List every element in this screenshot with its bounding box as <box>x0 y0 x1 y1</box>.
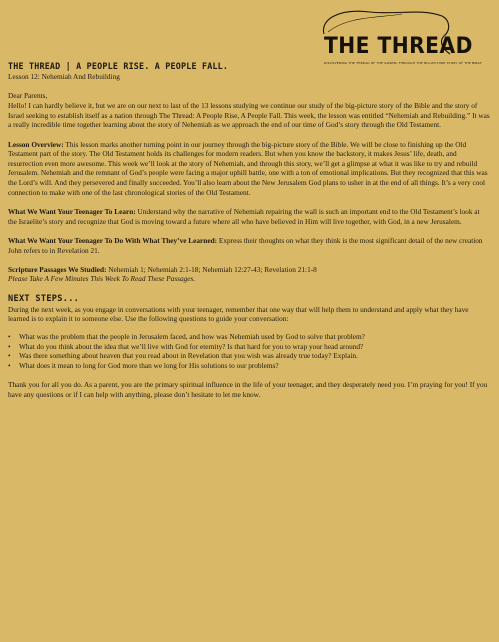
next-steps-heading: NEXT STEPS... <box>8 293 80 304</box>
do-paragraph <box>8 236 490 255</box>
lesson-title: Lesson 12: Nehemiah And Rebuilding <box>8 72 120 81</box>
question-list <box>8 332 490 370</box>
overview-text: This lesson marks another turning point in our journey through the big-picture story of the Bible. We will be close to finishing up the Old Testament part of the story. The Old Testament holds its challenges for modern readers. But when you know the backstory, it makes Jesus’ life, death, and resurrection even more awesome. This week we’ll look at the story of Nehemiah, and through this story, we’ll get a glimpse at what it was like to try and rebuild Jerusalem. Nehemiah and the remnant of God’s people were facing a major uphill battle, one with a ton of emotional implications. But they recognized that this was the Lord’s will. And they persevered and finally succeeded. You’ll also learn about the New Jerusalem God plans to usher in at the end of all things. It’s a very cool connection to make with one of the last chronological stories of the Old Testament. <box>8 139 488 197</box>
scripture-paragraph <box>8 265 490 275</box>
overview-paragraph <box>8 140 490 198</box>
logo-title: THE THREAD <box>324 34 473 59</box>
do-text: Express their thoughts on what they think is the most significant detail of the new creation John refers to in Revelation 21. <box>8 235 483 255</box>
list-item: • What was the problem that the people in Jerusalem faced, and how was Nehemiah used by God to solve that problem? <box>8 332 490 342</box>
next-steps-intro: During the next week, as you engage in conversations with your teenager, remember that one way that will help them to understand and apply what they have learned is to explain it to someone else. Use the following questions to guide your conversation: <box>8 304 469 324</box>
letter-body <box>8 61 490 399</box>
the-thread-logo <box>318 6 482 68</box>
scripture-text: Nehemiah 1; Nehemiah 2:1-18; Nehemiah 12:27-43; Revelation 21:1-8 <box>106 264 317 274</box>
learn-text: Understand why the narrative of Nehemiah repairing the wall is such an important end to the Old Testament’s look at the Israelite’s story and recognize that God is moving toward a future where all who have believed in Him will live together, with God, in a new Jerusalem. <box>8 206 480 226</box>
intro-paragraph: Hello! I can hardly believe it, but we are on our next to last of the 13 lessons studying we continue our study of the big-picture story of the Bible and the story of Israel seeking to establish itself as a nation through The Thread: A People Rise, A People Fall. This week, the lesson was entitled “Nehemiah and Rebuilding.” It was a really incredible time together learning about the story of Nehemiah as we approach the end of our time of God’s story through the Old Testament. <box>8 100 490 130</box>
scripture-note: Please Take A Few Minutes This Week To Read These Passages. <box>8 274 196 284</box>
list-item: • What do you think about the idea that we’ll live with God for eternity? Is that hard for you to wrap your head around? <box>8 342 490 352</box>
do-label: What We Want Your Teenager To Do With What They’ve Learned: <box>8 235 218 245</box>
greeting: Dear Parents, <box>8 91 48 101</box>
list-item: • Was there something about heaven that you read about in Revelation that you wish was already true today? Explain. <box>8 351 490 361</box>
overview-label: Lesson Overview: <box>8 139 64 149</box>
series-title: THE THREAD | A PEOPLE RISE. A PEOPLE FALL. <box>8 61 229 71</box>
logo-subtitle: DISCOVERING THE THREAD OF THE GOSPEL THROUGH THE BIG-PICTURE STORY OF THE BIBLE <box>324 61 482 65</box>
list-item: • What does it mean to long for God more than we long for His solutions to our problems? <box>8 361 490 371</box>
closing-paragraph: Thank you for all you do. As a parent, you are the primary spiritual influence in the life of your teenager, and they desperately need you. I’m praying for you! If you have any questions or if I can help with anything, please don’t hesitate to let me know. <box>8 380 488 399</box>
learn-label: What We Want Your Teenager To Learn: <box>8 206 136 216</box>
scripture-label: Scripture Passages We Studied: <box>8 264 107 274</box>
learn-paragraph <box>8 207 490 226</box>
